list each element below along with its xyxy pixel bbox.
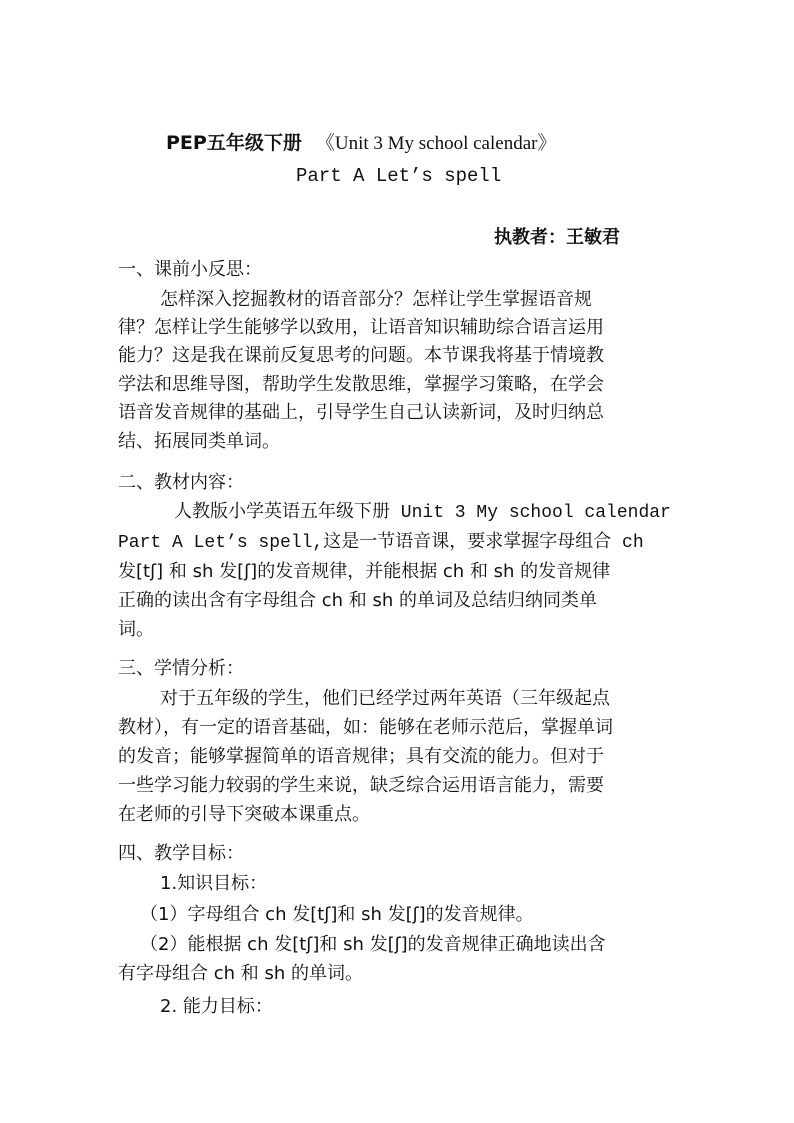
objective-item-continued: 有字母组合 ch 和 sh 的单词。 [118,963,363,984]
paragraph-line: 结、拓展同类单词。 [118,431,280,452]
document-title-line1 [166,131,556,156]
section-heading-reflection: 一、课前小反思： [118,259,262,280]
paragraph-line: 发[tʃ] 和 sh 发[ʃ]的发音规律，并能根据 ch 和 sh 的发音规律 [118,561,611,582]
paragraph-line: 正确的读出含有字母组合 ch 和 sh 的单词及总结归纳同类单 [118,590,597,611]
paragraph-line: 人教版小学英语五年级下册 Unit 3 My school calendar [174,503,671,523]
section-heading-analysis: 三、学情分析： [118,658,244,679]
title-grade-text: PEP五年级下册 [166,132,302,154]
title-unit-text: 《Unit 3 My school calendar》 [315,133,557,154]
paragraph-line: 能力？这是我在课前反复思考的问题。本节课我将基于情境教 [118,345,604,366]
paragraph-line: 在老师的引导下突破本课重点。 [118,804,370,825]
paragraph-line: Part A Let’s spell,这是一节语音课，要求掌握字母组合 ch [118,533,644,553]
objective-subheading: 2. 能力目标： [160,996,273,1017]
paragraph-line: 怎样深入挖掘教材的语音部分？怎样让学生掌握语音规 [160,289,592,310]
paragraph-line: 一些学习能力较弱的学生来说，缺乏综合运用语言能力，需要 [118,775,604,796]
objective-subheading: 1.知识目标： [160,873,268,894]
teacher-name: 执教者：王敏君 [494,227,620,248]
section-heading-content: 二、教材内容： [118,472,244,493]
objective-item: （2）能根据 ch 发[tʃ]和 sh 发[ʃ]的发音规律正确地读出含 [140,934,606,955]
document-title-line2: Part A Let’s spell [296,165,502,187]
paragraph-line: 词。 [118,619,154,640]
section-heading-objectives: 四、教学目标： [118,843,244,864]
paragraph-line: 律？怎样让学生能够学以致用，让语音知识辅助综合语言运用 [118,317,604,338]
paragraph-line: 教材），有一定的语音基础，如：能够在老师示范后，掌握单词 [118,717,613,738]
paragraph-line: 的发音；能够掌握简单的语音规律；具有交流的能力。但对于 [118,746,604,767]
paragraph-line: 学法和思维导图，帮助学生发散思维，掌握学习策略，在学会 [118,374,604,395]
objective-item: （1）字母组合 ch 发[tʃ]和 sh 发[ʃ]的发音规律。 [140,904,534,925]
paragraph-line: 对于五年级的学生，他们已经学过两年英语（三年级起点 [160,688,610,709]
paragraph-line: 语音发音规律的基础上，引导学生自己认读新词，及时归纳总 [118,402,604,423]
